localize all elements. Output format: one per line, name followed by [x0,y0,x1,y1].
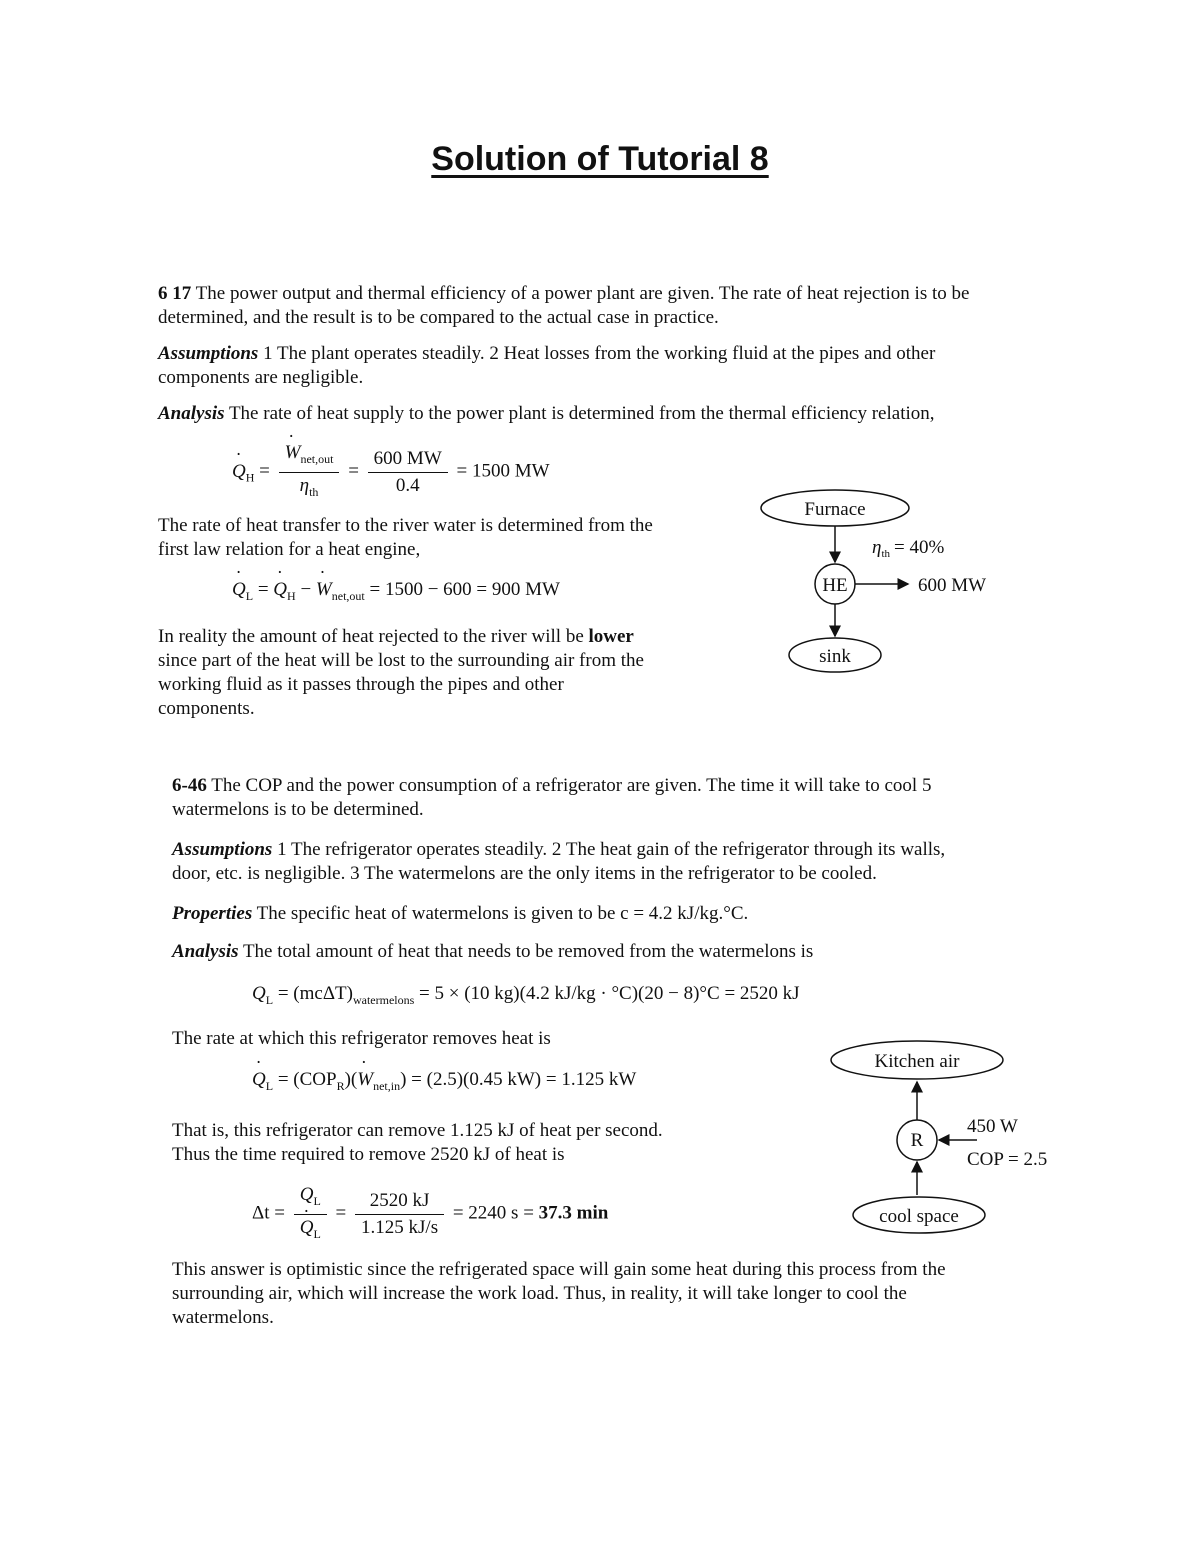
assumptions-text: components are negligible. [158,367,364,388]
problem-number: 6 17 [158,283,192,304]
intro-line: determined, and the result is to be compared to the actual case in practice. [158,307,719,328]
cool-space-label: cool space [879,1206,959,1227]
power-input-label: 450 W [967,1116,1018,1137]
problem-646-rate-text: The rate at which this refrigerator removes heat is [172,1028,551,1049]
intro-line: The power output and thermal efficiency of a power plant are given. The rate of heat rejection is to be [195,283,970,304]
furnace-label: Furnace [804,499,866,520]
heat-engine-diagram [750,480,1030,690]
problem-617-assumptions [158,342,1058,390]
equation-heat-supply: ˙ $Q_H$ = ˙ $\frac{W_{net,out}}{\eta_{th}}$ = $\frac{600 MW}{0.4}$ = 1500 MW [232,440,550,505]
properties-label: Properties [172,903,253,924]
assumptions-label: Assumptions [172,839,273,860]
kitchen-air-label: Kitchen air [874,1051,960,1072]
power-label: 600 MW [918,575,987,596]
problem-646-assumptions: Assumptions 1 The refrigerator operates steadily. 2 The heat gain of the refrigerator through its walls, door, etc. is negligible. 3 The watermelons are the only items in the refrigerator to be cooled. [172,839,946,884]
equation-time: Δt = $Q_L$ ˙ $Q_L$ = $\frac{2520 kJ}{1.125 kJ/s}$ = 2240 s = 37.3 min [252,1182,608,1247]
analysis-text: The rate of heat supply to the power plant is determined from the thermal efficiency relation, [228,403,935,424]
he-label: HE [822,575,848,596]
problem-646-analysis: Analysis The total amount of heat that needs to be removed from the watermelons is [172,941,814,962]
efficiency-label: $\eta_{th} = 40\%$ [872,537,945,560]
equation-heat-rejection: ˙ $Q_L$ = ˙ $Q_H$ − ˙ $W_{net,out} = 1500 - 600 = 900$ MW [232,578,560,608]
cop-label: COP = 2.5 [967,1149,1048,1170]
analysis-label: Analysis [158,403,225,424]
problem-646-that-text: That is, this refrigerator can remove 1.125 kJ of heat per second. Thus the time required to remove 2520 kJ of heat is [172,1120,663,1165]
problem-617-reality-text: In reality the amount of heat rejected to the river will be lower since part of the heat will be lost to the surrounding air from the working fluid as it passes through the pipes and other components. [158,626,644,719]
assumptions-label: Assumptions [158,343,259,364]
problem-617-intro [158,282,1058,330]
equation-refrigeration-rate: ˙ $Q_L$ = $(COP_R)(˙$ $W_{net,in}) = (2.5)(0.45$ kW) = 1.125 kW [252,1068,636,1098]
analysis-label: Analysis [172,941,239,962]
sink-label: sink [819,646,851,667]
r-label: R [910,1130,924,1151]
problem-646-final-text: This answer is optimistic since the refrigerated space will gain some heat during this process from the surrounding air, which will increase the work load. Thus, in reality, it will take longer to cool the watermelons. [172,1259,946,1328]
assumptions-text: 1 The plant operates steadily. 2 Heat losses from the working fluid at the pipes and other [263,343,936,364]
problem-617-analysis [158,402,1058,426]
problem-646-intro: 6-46 The COP and the power consumption of a refrigerator are given. The time it will take to cool 5 watermelons is to be determined. [172,775,932,820]
problem-number: 6-46 [172,775,207,796]
problem-646-properties: Properties The specific heat of watermelons is given to be c = 4.2 kJ/kg.°C. [172,903,749,924]
page-title: Solution of Tutorial 8 [431,140,769,178]
equation-heat-removed: $Q_L = (mc\Delta T)_{watermelons} = 5 \times (10$ kg)(4.2 kJ/kg · °C)(20 − 8)°C = 2520 kJ [252,983,800,1007]
problem-617-transfer-text: The rate of heat transfer to the river water is determined from the first law relation for a heat engine, [158,515,653,560]
refrigerator-diagram [825,1035,1080,1245]
